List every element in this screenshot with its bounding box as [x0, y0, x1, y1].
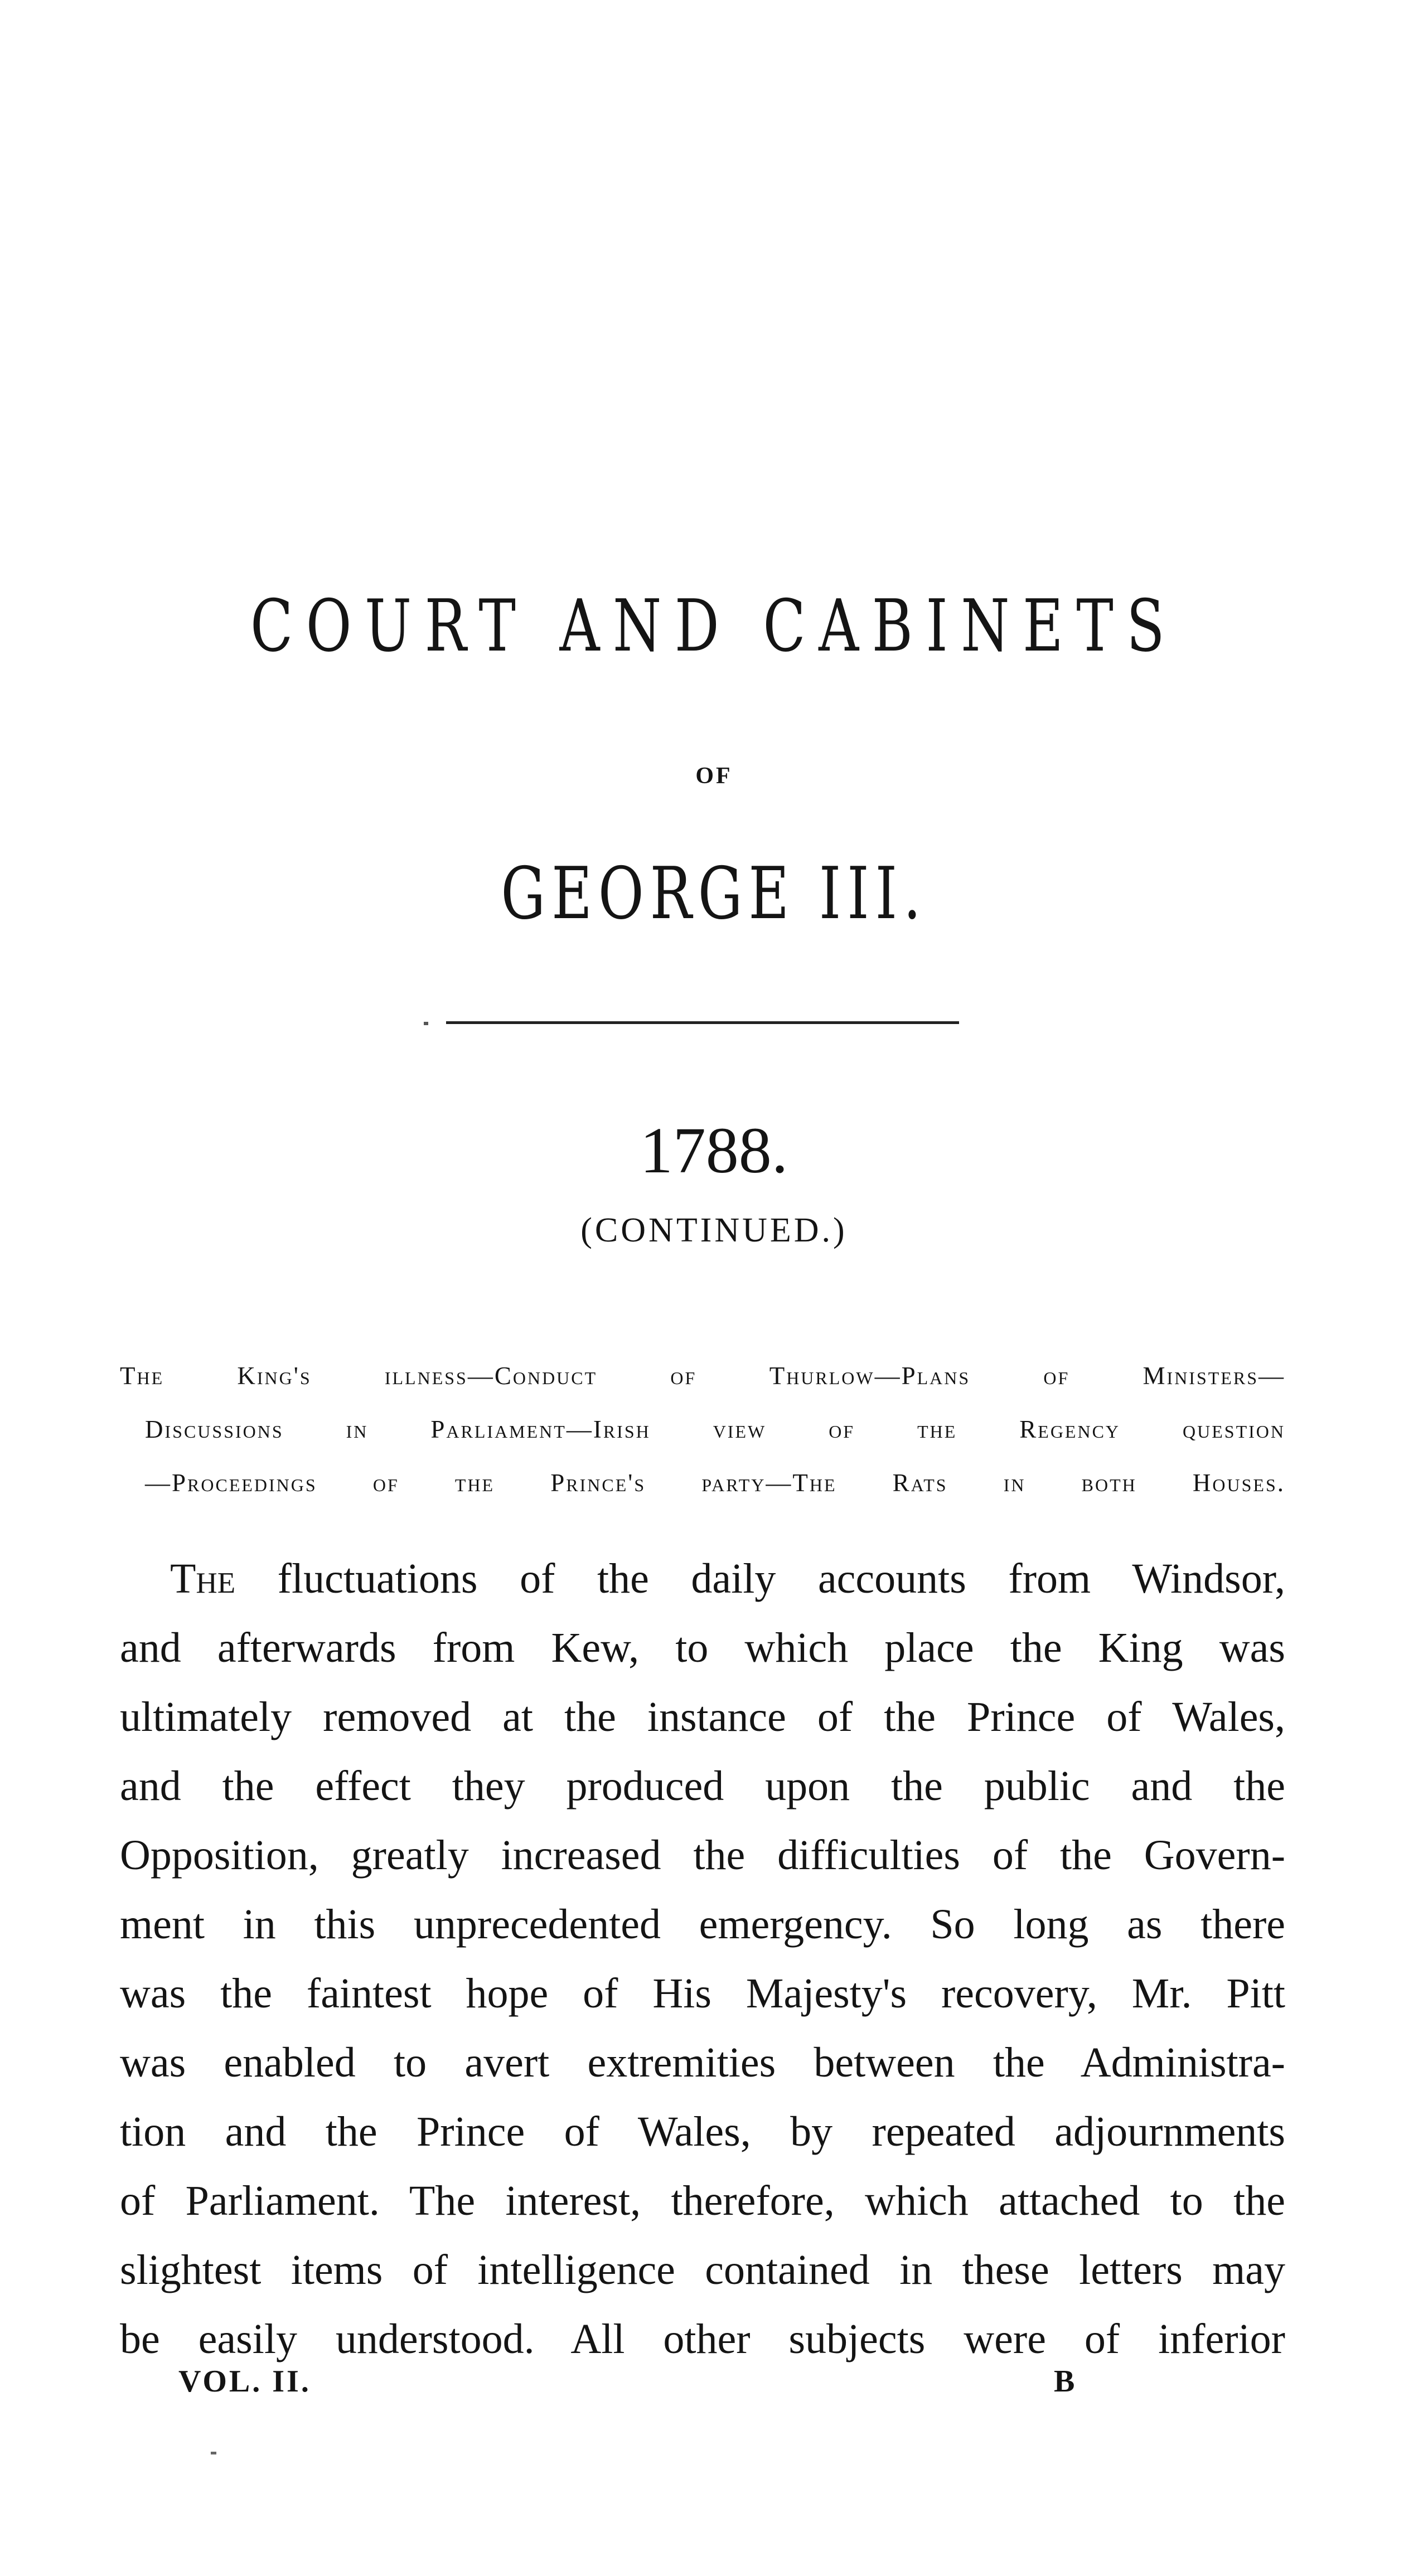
rule-dot [424, 1022, 428, 1025]
body-line: be easily understood. All other subjects were of inferior [120, 2316, 1285, 2362]
body-line-first [120, 1544, 1285, 1613]
drop-word: The [170, 1555, 236, 1602]
chapter-continued: (CONTINUED.) [580, 1211, 848, 1249]
summary-line: The King's illness—Conduct of Thurlow—Plans of Ministers— [120, 1362, 1285, 1390]
body-line: fluctuations of the daily accounts from Windsor, [277, 1555, 1286, 1602]
body-line: and the effect they produced upon the public and the [120, 1763, 1285, 1809]
body-line: ultimately removed at the instance of the Prince of Wales, [120, 1694, 1285, 1740]
print-speck [211, 2452, 216, 2454]
volume-label: VOL. II. [178, 2364, 311, 2399]
title-rule [446, 1021, 959, 1024]
book-subject: GEORGE III. [501, 852, 927, 935]
chapter-summary [120, 1349, 1285, 1510]
summary-line: Discussions in Parliament—Irish view of the Regency question [145, 1415, 1285, 1443]
body-line: and afterwards from Kew, to which place the King was [120, 1624, 1285, 1671]
body-line: Opposition, greatly increased the difficulties of the Govern- [120, 1832, 1285, 1879]
body-line: was enabled to avert extremities between the Administra- [120, 2039, 1285, 2086]
summary-line: —Proceedings of the Prince's party—The Rats in both Houses. [145, 1469, 1285, 1497]
body-line: was the faintest hope of His Majesty's recovery, Mr. Pitt [120, 1970, 1285, 2017]
body-line: slightest items of intelligence contained in these letters may [120, 2247, 1285, 2293]
signature-mark: B [1054, 2364, 1075, 2399]
title-connector: OF [695, 763, 733, 789]
body-text [120, 1544, 1285, 2374]
book-title: COURT AND CABINETS [250, 585, 1178, 668]
chapter-year: 1788. [640, 1114, 788, 1187]
body-line: ment in this unprecedented emergency. So long as there [120, 1901, 1285, 1948]
body-line: tion and the Prince of Wales, by repeated adjournments [120, 2108, 1285, 2155]
body-line: of Parliament. The interest, therefore, which attached to the [120, 2177, 1285, 2224]
